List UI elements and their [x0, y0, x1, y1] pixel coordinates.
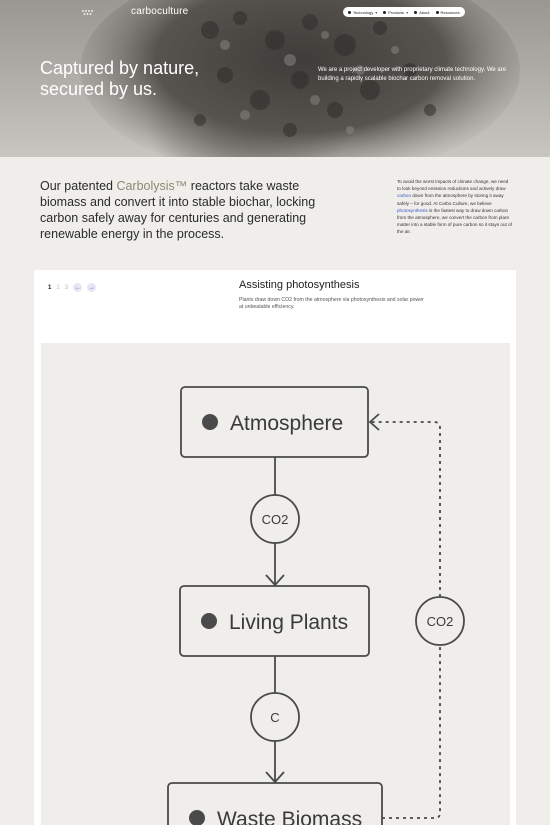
- page-number-3[interactable]: 3: [64, 284, 69, 291]
- page-number-2[interactable]: 2: [56, 284, 60, 291]
- carbolysis-highlight: Carbolysis™: [116, 179, 188, 193]
- nav-item-products[interactable]: [383, 10, 408, 15]
- node-dot-icon: [189, 810, 205, 825]
- return-label-co2: CO2: [426, 614, 454, 629]
- nav-item-about[interactable]: [414, 10, 429, 15]
- nav-item-label: Products: [388, 9, 405, 15]
- side-paragraph: [397, 178, 512, 236]
- card-subtitle: Plants draw down CO2 from the atmosphere via photosynthesis and solar power at unbeatable efficiency.: [239, 297, 424, 311]
- page-number-1[interactable]: 1: [48, 284, 52, 291]
- node-dot-icon: [202, 414, 218, 430]
- hero-section: [0, 0, 550, 157]
- bullet-icon: [383, 11, 386, 14]
- carbon-link[interactable]: carbon: [397, 193, 412, 199]
- brand-name[interactable]: carboculture: [131, 6, 189, 17]
- node-label-atmosphere: Atmosphere: [230, 412, 344, 435]
- nav-item-label: Technology: [353, 9, 374, 15]
- step-pager: [48, 283, 96, 292]
- intro-text-start: Our patented: [40, 179, 117, 193]
- return-path-line: [370, 422, 440, 597]
- carbon-flow-diagram: [41, 343, 510, 825]
- nav-item-technology[interactable]: [348, 10, 377, 15]
- next-arrow-icon[interactable]: →: [88, 284, 95, 291]
- bullet-icon: [348, 11, 351, 14]
- logo-icon[interactable]: [81, 9, 95, 17]
- nav-item-resources[interactable]: [436, 10, 460, 15]
- connector-label-co2: CO2: [261, 512, 289, 527]
- chevron-down-icon: ▾: [375, 9, 378, 15]
- side-text-part: To avoid the worst impacts of climate change, we need to look beyond emission reductions and actively draw: [397, 179, 509, 192]
- intro-text-end: reactors take waste biomass and convert it into stable biochar, locking carbon safely away for centuries and generating renewable energy in the process.: [40, 179, 316, 241]
- process-card: [34, 270, 516, 825]
- hero-description: We are a project developer with proprietary climate technology. We are building a rapidly scalable biochar carbon removal solution.: [318, 67, 507, 82]
- node-dot-icon: [201, 613, 217, 629]
- card-title: Assisting photosynthesis: [239, 279, 360, 291]
- return-path-line: [382, 645, 440, 818]
- connector-label-c: C: [270, 710, 280, 725]
- prev-arrow-icon[interactable]: ←: [74, 284, 81, 291]
- arrow-left-icon: [370, 414, 379, 430]
- side-text-part: down from the atmosphere by storing it away safely – for good. At Carbo Culture, we believe: [397, 193, 504, 206]
- diagram-svg: [41, 343, 510, 825]
- nav-item-label: Resources: [440, 9, 460, 15]
- photosynthesis-link[interactable]: photosynthesis: [397, 207, 428, 213]
- bullet-icon: [436, 11, 439, 14]
- bullet-icon: [414, 11, 417, 14]
- nav-item-label: About: [419, 9, 430, 15]
- intro-statement: [40, 178, 340, 242]
- node-label-waste-biomass: Waste Biomass: [217, 808, 363, 825]
- hero-title: Captured by nature, secured by us.: [40, 58, 200, 99]
- chevron-down-icon: ▾: [406, 9, 409, 15]
- node-label-living-plants: Living Plants: [229, 611, 349, 634]
- main-nav: [343, 7, 465, 17]
- side-text-part: is the fastest way to draw down carbon from the atmosphere, we convert the carbon from plant matter into a stable form of pure carbon so it stays out of the air.: [397, 207, 512, 235]
